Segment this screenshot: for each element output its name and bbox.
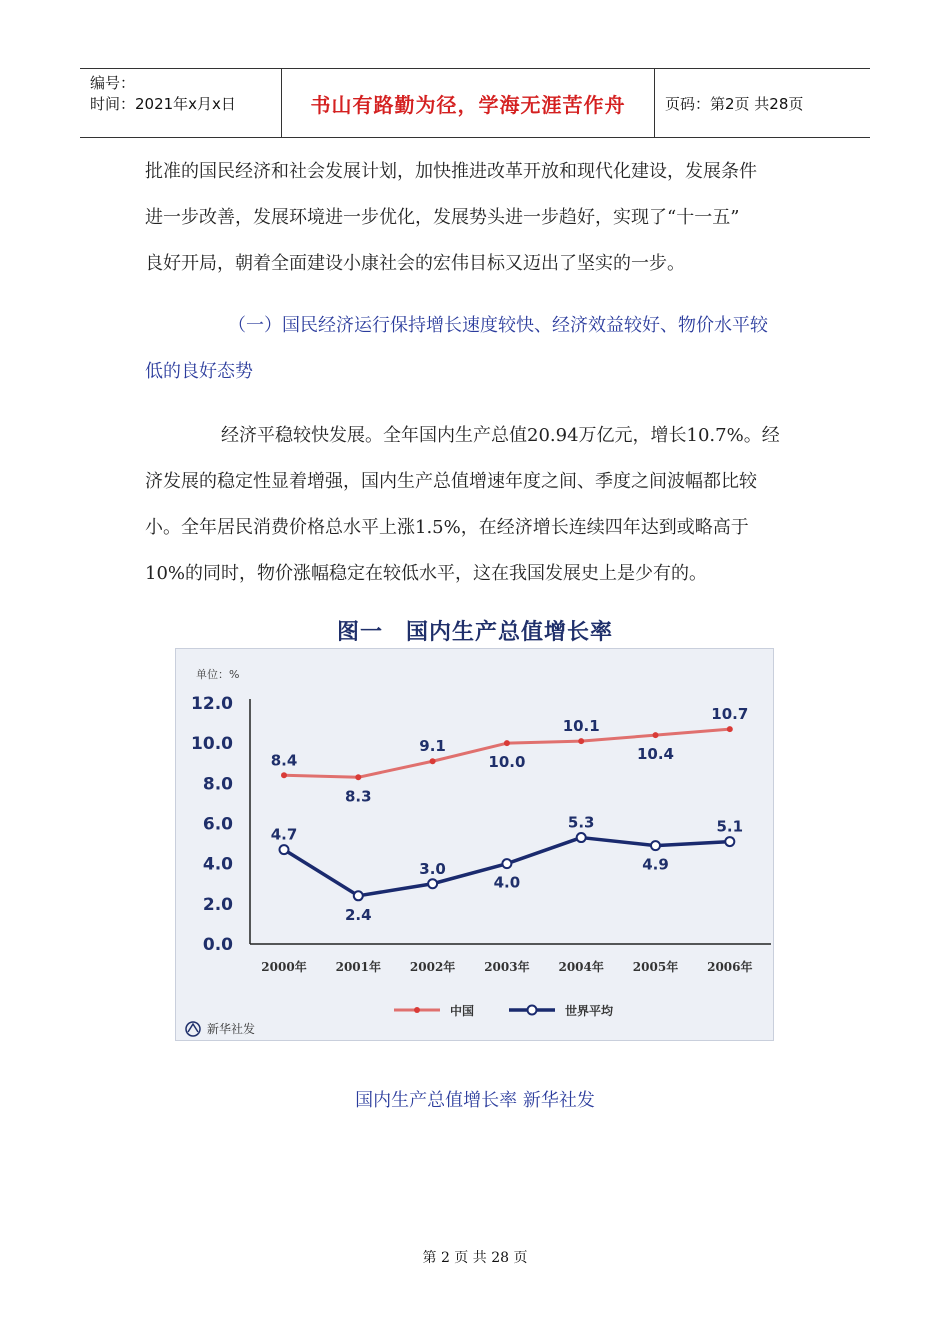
data-label: 10.7 <box>711 705 749 724</box>
time-label: 时间：2021年x月x日 <box>90 95 236 113</box>
y-tick-label: 6.0 <box>202 814 233 835</box>
data-label: 10.4 <box>636 745 675 764</box>
para1-line: 进一步改善，发展环境进一步优化，发展势头进一步趋好，实现了“十一五” <box>145 207 740 228</box>
header-page-info <box>655 69 870 137</box>
china-point <box>430 758 436 764</box>
legend-marker-china <box>414 1007 420 1013</box>
paragraph-2 <box>145 413 805 597</box>
x-tick-label: 2001年 <box>335 960 382 974</box>
china-point <box>355 774 361 780</box>
x-tick-label: 2002年 <box>409 960 456 974</box>
data-label: 4.9 <box>642 855 669 874</box>
x-tick-label: 2000年 <box>261 960 307 974</box>
section-title-line: 低的良好态势 <box>145 361 253 382</box>
world-point <box>280 845 289 854</box>
paragraph-1 <box>145 149 805 287</box>
china-point <box>653 732 659 738</box>
xinhua-logo-mark-icon <box>188 1024 198 1032</box>
data-label: 5.1 <box>716 817 744 836</box>
chart-svg <box>176 649 775 1042</box>
para2-line: 经济平稳较快发展。全年国内生产总值20.94万亿元，增长10.7%。经 <box>221 425 780 446</box>
china-point <box>727 726 733 732</box>
data-label: 4.0 <box>493 873 521 892</box>
x-tick-label: 2003年 <box>484 960 530 974</box>
data-label: 8.4 <box>270 751 298 770</box>
section-title-line: （一）国民经济运行保持增长速度较快、经济效益较好、物价水平较 <box>228 315 768 336</box>
section-title <box>145 303 805 395</box>
x-tick-label: 2004年 <box>558 960 604 974</box>
data-label: 3.0 <box>419 859 446 878</box>
para1-line: 良好开局，朝着全面建设小康社会的宏伟目标又迈出了坚实的一步。 <box>145 253 685 274</box>
x-tick-label: 2005年 <box>632 960 679 974</box>
china-point <box>504 740 510 746</box>
header-motto-cell <box>282 69 655 137</box>
chart-source-label: 新华社发 <box>207 1022 256 1036</box>
chart-container <box>175 648 774 1041</box>
y-tick-label: 2.0 <box>202 894 233 915</box>
y-tick-label: 8.0 <box>202 774 233 795</box>
data-label: 8.3 <box>345 787 372 806</box>
data-label: 10.0 <box>488 753 526 772</box>
header-meta <box>80 69 282 137</box>
world-point <box>502 859 511 868</box>
china-point <box>281 772 287 778</box>
data-label: 5.3 <box>567 813 595 832</box>
data-label: 4.7 <box>270 825 298 844</box>
number-label: 编号： <box>90 74 136 92</box>
world-point <box>428 879 437 888</box>
para1-line: 批准的国民经济和社会发展计划，加快推进改革开放和现代化建设，发展条件 <box>145 161 757 182</box>
y-tick-label: 4.0 <box>202 854 233 875</box>
chart-title: 图一 国内生产总值增长率 <box>336 620 613 645</box>
legend-marker-world <box>528 1006 537 1015</box>
legend-label-world: 世界平均 <box>565 1004 614 1018</box>
data-label: 10.1 <box>562 717 600 736</box>
world-point <box>354 891 363 900</box>
motto: 书山有路勤为径，学海无涯苦作舟 <box>310 92 626 117</box>
para2-line: 10%的同时，物价涨幅稳定在较低水平，这在我国发展史上是少有的。 <box>145 563 708 584</box>
data-label: 9.1 <box>419 737 446 756</box>
para2-line: 济发展的稳定性显着增强，国内生产总值增速年度之间、季度之间波幅都比较 <box>145 471 757 492</box>
world-point <box>577 833 586 842</box>
world-point <box>651 841 660 850</box>
page-info: 页码：第2页 共28页 <box>665 94 804 113</box>
para2-line: 小。全年居民消费价格总水平上涨1.5%，在经济增长连续四年达到或略高于 <box>145 517 749 538</box>
y-tick-label: 12.0 <box>191 694 233 714</box>
world-point <box>725 837 734 846</box>
header-table <box>80 68 870 138</box>
x-tick-label: 2006年 <box>707 960 753 974</box>
data-label: 2.4 <box>345 905 372 924</box>
figure-caption: 国内生产总值增长率 新华社发 <box>355 1090 595 1111</box>
page-footer: 第 2 页 共 28 页 <box>422 1250 528 1266</box>
y-tick-label: 0.0 <box>202 935 233 955</box>
y-tick-label: 10.0 <box>191 734 233 755</box>
unit-label: 单位：% <box>196 668 240 681</box>
china-point <box>578 738 584 744</box>
legend-label-china: 中国 <box>450 1004 475 1018</box>
